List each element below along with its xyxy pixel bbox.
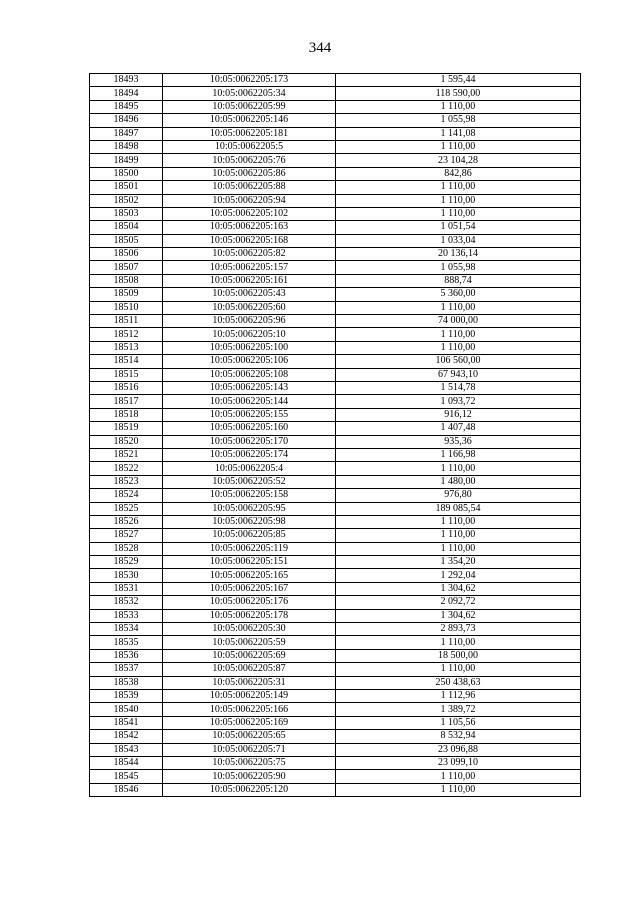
row-number-cell: 18531 (90, 582, 163, 595)
table-row (90, 194, 581, 207)
row-number-cell: 18514 (90, 355, 163, 368)
cadastral-number-cell: 10:05:0062205:155 (163, 408, 336, 421)
value-cell: 1 480,00 (336, 475, 581, 488)
cadastral-number-cell: 10:05:0062205:181 (163, 127, 336, 140)
table-row (90, 328, 581, 341)
row-number-cell: 18536 (90, 649, 163, 662)
value-cell: 1 110,00 (336, 207, 581, 220)
cadastral-value-table (89, 73, 581, 797)
row-number-cell: 18542 (90, 730, 163, 743)
cadastral-number-cell: 10:05:0062205:87 (163, 663, 336, 676)
value-cell: 74 000,00 (336, 315, 581, 328)
row-number-cell: 18515 (90, 368, 163, 381)
cadastral-number-cell: 10:05:0062205:69 (163, 649, 336, 662)
value-cell: 1 051,54 (336, 221, 581, 234)
table-row (90, 74, 581, 87)
row-number-cell: 18511 (90, 315, 163, 328)
value-cell: 1 055,98 (336, 261, 581, 274)
row-number-cell: 18513 (90, 341, 163, 354)
cadastral-number-cell: 10:05:0062205:5 (163, 140, 336, 153)
row-number-cell: 18526 (90, 515, 163, 528)
value-cell: 916,12 (336, 408, 581, 421)
cadastral-number-cell: 10:05:0062205:143 (163, 381, 336, 394)
cadastral-number-cell: 10:05:0062205:160 (163, 422, 336, 435)
table-row (90, 234, 581, 247)
value-cell: 1 514,78 (336, 381, 581, 394)
row-number-cell: 18494 (90, 87, 163, 100)
row-number-cell: 18507 (90, 261, 163, 274)
row-number-cell: 18518 (90, 408, 163, 421)
cadastral-number-cell: 10:05:0062205:146 (163, 114, 336, 127)
cadastral-number-cell: 10:05:0062205:163 (163, 221, 336, 234)
value-cell: 1 110,00 (336, 194, 581, 207)
row-number-cell: 18533 (90, 609, 163, 622)
row-number-cell: 18530 (90, 569, 163, 582)
cadastral-number-cell: 10:05:0062205:76 (163, 154, 336, 167)
value-cell: 18 500,00 (336, 649, 581, 662)
table-row (90, 395, 581, 408)
cadastral-number-cell: 10:05:0062205:43 (163, 288, 336, 301)
table-row (90, 448, 581, 461)
cadastral-number-cell: 10:05:0062205:108 (163, 368, 336, 381)
cadastral-number-cell: 10:05:0062205:31 (163, 676, 336, 689)
row-number-cell: 18522 (90, 462, 163, 475)
cadastral-number-cell: 10:05:0062205:170 (163, 435, 336, 448)
cadastral-number-cell: 10:05:0062205:82 (163, 248, 336, 261)
table-row (90, 127, 581, 140)
table-row (90, 301, 581, 314)
cadastral-number-cell: 10:05:0062205:174 (163, 448, 336, 461)
value-cell: 1 110,00 (336, 181, 581, 194)
table-row (90, 689, 581, 702)
table-row (90, 154, 581, 167)
cadastral-number-cell: 10:05:0062205:166 (163, 703, 336, 716)
cadastral-number-cell: 10:05:0062205:94 (163, 194, 336, 207)
cadastral-number-cell: 10:05:0062205:88 (163, 181, 336, 194)
value-cell: 2 092,72 (336, 596, 581, 609)
table-row (90, 649, 581, 662)
row-number-cell: 18510 (90, 301, 163, 314)
table-row (90, 515, 581, 528)
table-row (90, 609, 581, 622)
row-number-cell: 18501 (90, 181, 163, 194)
value-cell: 23 099,10 (336, 756, 581, 769)
value-cell: 1 292,04 (336, 569, 581, 582)
value-cell: 1 110,00 (336, 529, 581, 542)
row-number-cell: 18537 (90, 663, 163, 676)
row-number-cell: 18534 (90, 623, 163, 636)
row-number-cell: 18545 (90, 770, 163, 783)
table-row (90, 167, 581, 180)
value-cell: 1 354,20 (336, 556, 581, 569)
table-row (90, 489, 581, 502)
table-row (90, 756, 581, 769)
row-number-cell: 18500 (90, 167, 163, 180)
value-cell: 1 110,00 (336, 542, 581, 555)
cadastral-number-cell: 10:05:0062205:158 (163, 489, 336, 502)
table-row (90, 435, 581, 448)
cadastral-number-cell: 10:05:0062205:85 (163, 529, 336, 542)
row-number-cell: 18539 (90, 689, 163, 702)
value-cell: 1 110,00 (336, 515, 581, 528)
table-row (90, 542, 581, 555)
table-row (90, 636, 581, 649)
value-cell: 1 110,00 (336, 462, 581, 475)
value-cell: 842,86 (336, 167, 581, 180)
row-number-cell: 18496 (90, 114, 163, 127)
row-number-cell: 18505 (90, 234, 163, 247)
table-row (90, 529, 581, 542)
value-cell: 1 112,96 (336, 689, 581, 702)
value-cell: 1 110,00 (336, 663, 581, 676)
table-row (90, 341, 581, 354)
value-cell: 1 110,00 (336, 140, 581, 153)
cadastral-number-cell: 10:05:0062205:10 (163, 328, 336, 341)
row-number-cell: 18523 (90, 475, 163, 488)
cadastral-number-cell: 10:05:0062205:157 (163, 261, 336, 274)
cadastral-number-cell: 10:05:0062205:151 (163, 556, 336, 569)
value-cell: 1 110,00 (336, 301, 581, 314)
table-row (90, 730, 581, 743)
value-cell: 250 438,63 (336, 676, 581, 689)
value-cell: 5 360,00 (336, 288, 581, 301)
cadastral-number-cell: 10:05:0062205:59 (163, 636, 336, 649)
table-row (90, 408, 581, 421)
table-row (90, 716, 581, 729)
row-number-cell: 18528 (90, 542, 163, 555)
value-cell: 1 110,00 (336, 783, 581, 796)
table-row (90, 181, 581, 194)
row-number-cell: 18529 (90, 556, 163, 569)
page-number: 344 (308, 40, 332, 56)
table-row (90, 582, 581, 595)
cadastral-number-cell: 10:05:0062205:96 (163, 315, 336, 328)
value-cell: 1 141,08 (336, 127, 581, 140)
cadastral-number-cell: 10:05:0062205:119 (163, 542, 336, 555)
table-row (90, 743, 581, 756)
table-row (90, 462, 581, 475)
row-number-cell: 18538 (90, 676, 163, 689)
value-cell: 1 407,48 (336, 422, 581, 435)
row-number-cell: 18524 (90, 489, 163, 502)
row-number-cell: 18535 (90, 636, 163, 649)
cadastral-number-cell: 10:05:0062205:169 (163, 716, 336, 729)
table-row (90, 663, 581, 676)
cadastral-number-cell: 10:05:0062205:173 (163, 74, 336, 87)
cadastral-number-cell: 10:05:0062205:178 (163, 609, 336, 622)
value-cell: 1 110,00 (336, 100, 581, 113)
table-row (90, 248, 581, 261)
cadastral-number-cell: 10:05:0062205:120 (163, 783, 336, 796)
row-number-cell: 18504 (90, 221, 163, 234)
table-row (90, 569, 581, 582)
cadastral-number-cell: 10:05:0062205:86 (163, 167, 336, 180)
row-number-cell: 18497 (90, 127, 163, 140)
table-row (90, 556, 581, 569)
table-row (90, 288, 581, 301)
row-number-cell: 18516 (90, 381, 163, 394)
table-row (90, 100, 581, 113)
cadastral-number-cell: 10:05:0062205:165 (163, 569, 336, 582)
table-row (90, 676, 581, 689)
table-row (90, 355, 581, 368)
value-cell: 67 943,10 (336, 368, 581, 381)
row-number-cell: 18521 (90, 448, 163, 461)
row-number-cell: 18508 (90, 274, 163, 287)
value-cell: 935,36 (336, 435, 581, 448)
table-row (90, 207, 581, 220)
value-cell: 2 893,73 (336, 623, 581, 636)
table-row (90, 502, 581, 515)
value-cell: 1 304,62 (336, 609, 581, 622)
cadastral-number-cell: 10:05:0062205:95 (163, 502, 336, 515)
cadastral-number-cell: 10:05:0062205:30 (163, 623, 336, 636)
table-row (90, 596, 581, 609)
value-cell: 1 110,00 (336, 636, 581, 649)
table-row (90, 114, 581, 127)
cadastral-number-cell: 10:05:0062205:106 (163, 355, 336, 368)
row-number-cell: 18512 (90, 328, 163, 341)
cadastral-number-cell: 10:05:0062205:102 (163, 207, 336, 220)
cadastral-number-cell: 10:05:0062205:65 (163, 730, 336, 743)
value-cell: 8 532,94 (336, 730, 581, 743)
cadastral-number-cell: 10:05:0062205:90 (163, 770, 336, 783)
value-cell: 1 110,00 (336, 770, 581, 783)
cadastral-number-cell: 10:05:0062205:4 (163, 462, 336, 475)
row-number-cell: 18498 (90, 140, 163, 153)
cadastral-number-cell: 10:05:0062205:34 (163, 87, 336, 100)
value-cell: 20 136,14 (336, 248, 581, 261)
table-row (90, 315, 581, 328)
row-number-cell: 18532 (90, 596, 163, 609)
cadastral-number-cell: 10:05:0062205:99 (163, 100, 336, 113)
row-number-cell: 18493 (90, 74, 163, 87)
value-cell: 976,80 (336, 489, 581, 502)
cadastral-number-cell: 10:05:0062205:167 (163, 582, 336, 595)
value-cell: 118 590,00 (336, 87, 581, 100)
table-row (90, 87, 581, 100)
row-number-cell: 18546 (90, 783, 163, 796)
value-cell: 1 110,00 (336, 341, 581, 354)
value-cell: 1 093,72 (336, 395, 581, 408)
value-cell: 1 304,62 (336, 582, 581, 595)
row-number-cell: 18540 (90, 703, 163, 716)
table-row (90, 274, 581, 287)
value-cell: 1 033,04 (336, 234, 581, 247)
row-number-cell: 18519 (90, 422, 163, 435)
row-number-cell: 18517 (90, 395, 163, 408)
value-cell: 888,74 (336, 274, 581, 287)
row-number-cell: 18506 (90, 248, 163, 261)
table-row (90, 261, 581, 274)
table-row (90, 221, 581, 234)
cadastral-number-cell: 10:05:0062205:71 (163, 743, 336, 756)
row-number-cell: 18525 (90, 502, 163, 515)
row-number-cell: 18527 (90, 529, 163, 542)
row-number-cell: 18502 (90, 194, 163, 207)
cadastral-number-cell: 10:05:0062205:98 (163, 515, 336, 528)
table-row (90, 368, 581, 381)
value-cell: 1 105,56 (336, 716, 581, 729)
cadastral-number-cell: 10:05:0062205:100 (163, 341, 336, 354)
table-row (90, 783, 581, 796)
value-cell: 1 389,72 (336, 703, 581, 716)
value-cell: 23 104,28 (336, 154, 581, 167)
cadastral-number-cell: 10:05:0062205:149 (163, 689, 336, 702)
value-cell: 23 096,88 (336, 743, 581, 756)
cadastral-number-cell: 10:05:0062205:52 (163, 475, 336, 488)
row-number-cell: 18499 (90, 154, 163, 167)
table-row (90, 381, 581, 394)
row-number-cell: 18543 (90, 743, 163, 756)
row-number-cell: 18503 (90, 207, 163, 220)
value-cell: 106 560,00 (336, 355, 581, 368)
table-row (90, 770, 581, 783)
value-cell: 1 166,98 (336, 448, 581, 461)
value-cell: 189 085,54 (336, 502, 581, 515)
table-row (90, 623, 581, 636)
row-number-cell: 18544 (90, 756, 163, 769)
cadastral-number-cell: 10:05:0062205:60 (163, 301, 336, 314)
table-row (90, 475, 581, 488)
value-cell: 1 110,00 (336, 328, 581, 341)
table-body (90, 74, 581, 797)
table-row (90, 703, 581, 716)
table-row (90, 140, 581, 153)
cadastral-number-cell: 10:05:0062205:176 (163, 596, 336, 609)
value-cell: 1 595,44 (336, 74, 581, 87)
row-number-cell: 18541 (90, 716, 163, 729)
row-number-cell: 18495 (90, 100, 163, 113)
table-row (90, 422, 581, 435)
cadastral-number-cell: 10:05:0062205:144 (163, 395, 336, 408)
row-number-cell: 18509 (90, 288, 163, 301)
row-number-cell: 18520 (90, 435, 163, 448)
cadastral-number-cell: 10:05:0062205:161 (163, 274, 336, 287)
value-cell: 1 055,98 (336, 114, 581, 127)
cadastral-number-cell: 10:05:0062205:75 (163, 756, 336, 769)
cadastral-number-cell: 10:05:0062205:168 (163, 234, 336, 247)
